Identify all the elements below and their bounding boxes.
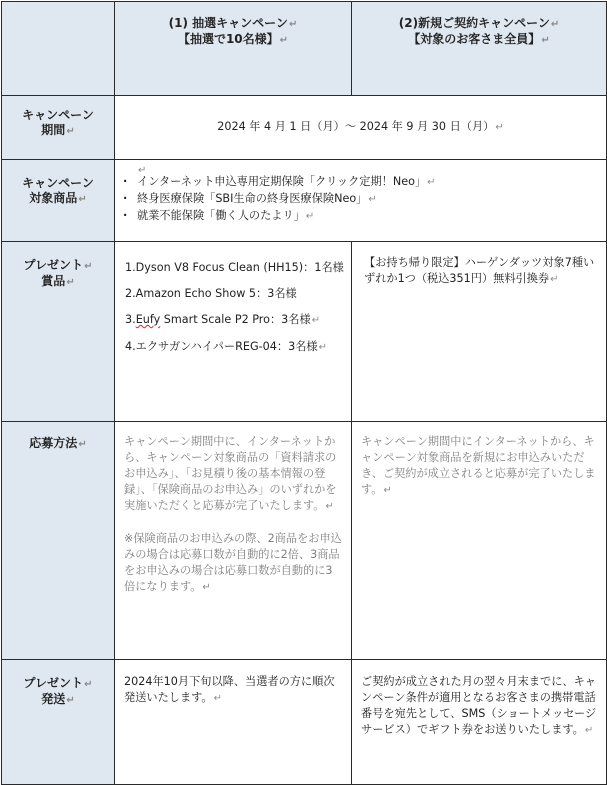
prize-col1-cell — [115, 242, 352, 422]
apply-col1-para1: キャンペーン期間中に、インターネットから、キャンペーン対象商品の「資料請求のお申込み」、「お見積り後の基本情報の登録」、「保険商品のお申込み」のいずれかを実施いただくと応募が完了いたします。↵ — [124, 435, 337, 512]
col1-title: (1) 抽選キャンペーン — [168, 16, 288, 30]
product-item: · 終身医療保険「SBI生命の終身医療保険Neo」↵ — [121, 191, 606, 208]
header-col1: (1) 抽選キャンペーン↵ 【抽選で10名様】↵ — [115, 2, 352, 96]
prize-item: 3.Eufy Smart Scale P2 Pro：3名様↵ — [125, 313, 321, 326]
period-label: キャンペーン 期間↵ — [2, 96, 115, 160]
header-corner-cell — [2, 2, 115, 96]
apply-col2-cell: キャンペーン期間中にインターネットから、キャンペーン対象商品を新規にお申込みいただき、ご契約が成立されると応募が完了いたします。↵ — [352, 422, 607, 660]
prize-row — [2, 242, 607, 422]
spellcheck-underline: Eufy — [135, 313, 161, 326]
period-value-cell: 2024 年 4 月 1 日（月）～ 2024 年 9 月 30 日（月）↵ — [115, 96, 607, 160]
period-row — [2, 96, 607, 160]
prize-label: プレゼント↵ 賞品↵ — [2, 242, 115, 422]
apply-label: 応募方法↵ — [2, 422, 115, 660]
delivery-col2-cell: ご契約が成立された月の翌々月末までに、キャンペーン条件が適用となるお客さまの携帯電話番号を宛先として、SMS（ショートメッセージサービス）でギフト券をお送りいたします。↵ — [352, 660, 607, 785]
products-value-cell: ↵ · インターネット申込専用定期保険「クリック定期！Neo」↵ · 終身医療保険「SBI生命の終身医療保険Neo」↵ · 就業不能保険「働く人のたよリ」↵ — [115, 160, 607, 242]
apply-col1-cell — [115, 422, 352, 660]
col2-subtitle: 【対象のお客さま全員】 — [408, 32, 541, 46]
delivery-row — [2, 660, 607, 785]
col2-title: (2)新規ご契約キャンペーン — [398, 16, 550, 30]
products-label: キャンペーン 対象商品↵ — [2, 160, 115, 242]
prize-item: 1.Dyson V8 Focus Clean (HH15)：1名様 — [125, 261, 344, 274]
prize-item: 4.エクサガンハイパーREG-04：3名様↵ — [125, 340, 327, 353]
products-row — [2, 160, 607, 242]
header-col2: (2)新規ご契約キャンペーン↵ 【対象のお客さま全員】↵ — [352, 2, 607, 96]
delivery-label: プレゼント↵ 発送↵ — [2, 660, 115, 785]
header-row — [2, 2, 607, 96]
prize-col2-cell: 【お持ち帰り限定】ハーゲンダッツ対象7種いずれか1つ（税込351円）無料引換券↵ — [352, 242, 607, 422]
delivery-col1-cell: 2024年10月下旬以降、当選者の方に順次発送いたします。↵ — [115, 660, 352, 785]
prize-col2-text: 【お持ち帰り限定】ハーゲンダッツ対象7種いずれか1つ（税込351円）無料引換券 — [364, 256, 595, 285]
product-item: · インターネット申込専用定期保険「クリック定期！Neo」↵ — [121, 174, 606, 191]
period-text: 2024 年 4 月 1 日（月）～ 2024 年 9 月 30 日（月） — [217, 120, 495, 133]
product-item: · 就業不能保険「働く人のたよリ」↵ — [121, 208, 606, 225]
apply-col1-para2: ※保険商品のお申込みの際、2商品をお申込みの場合は応募口数が自動的に2倍、3商品をお申込みの場合は応募口数が自動的に3倍になります。↵ — [124, 532, 342, 593]
products-list — [115, 174, 606, 225]
col1-subtitle: 【抽選で10名様】 — [177, 32, 279, 46]
prize-item: 2.Amazon Echo Show 5：3名様 — [125, 287, 297, 300]
apply-row — [2, 422, 607, 660]
campaign-table — [1, 1, 607, 785]
